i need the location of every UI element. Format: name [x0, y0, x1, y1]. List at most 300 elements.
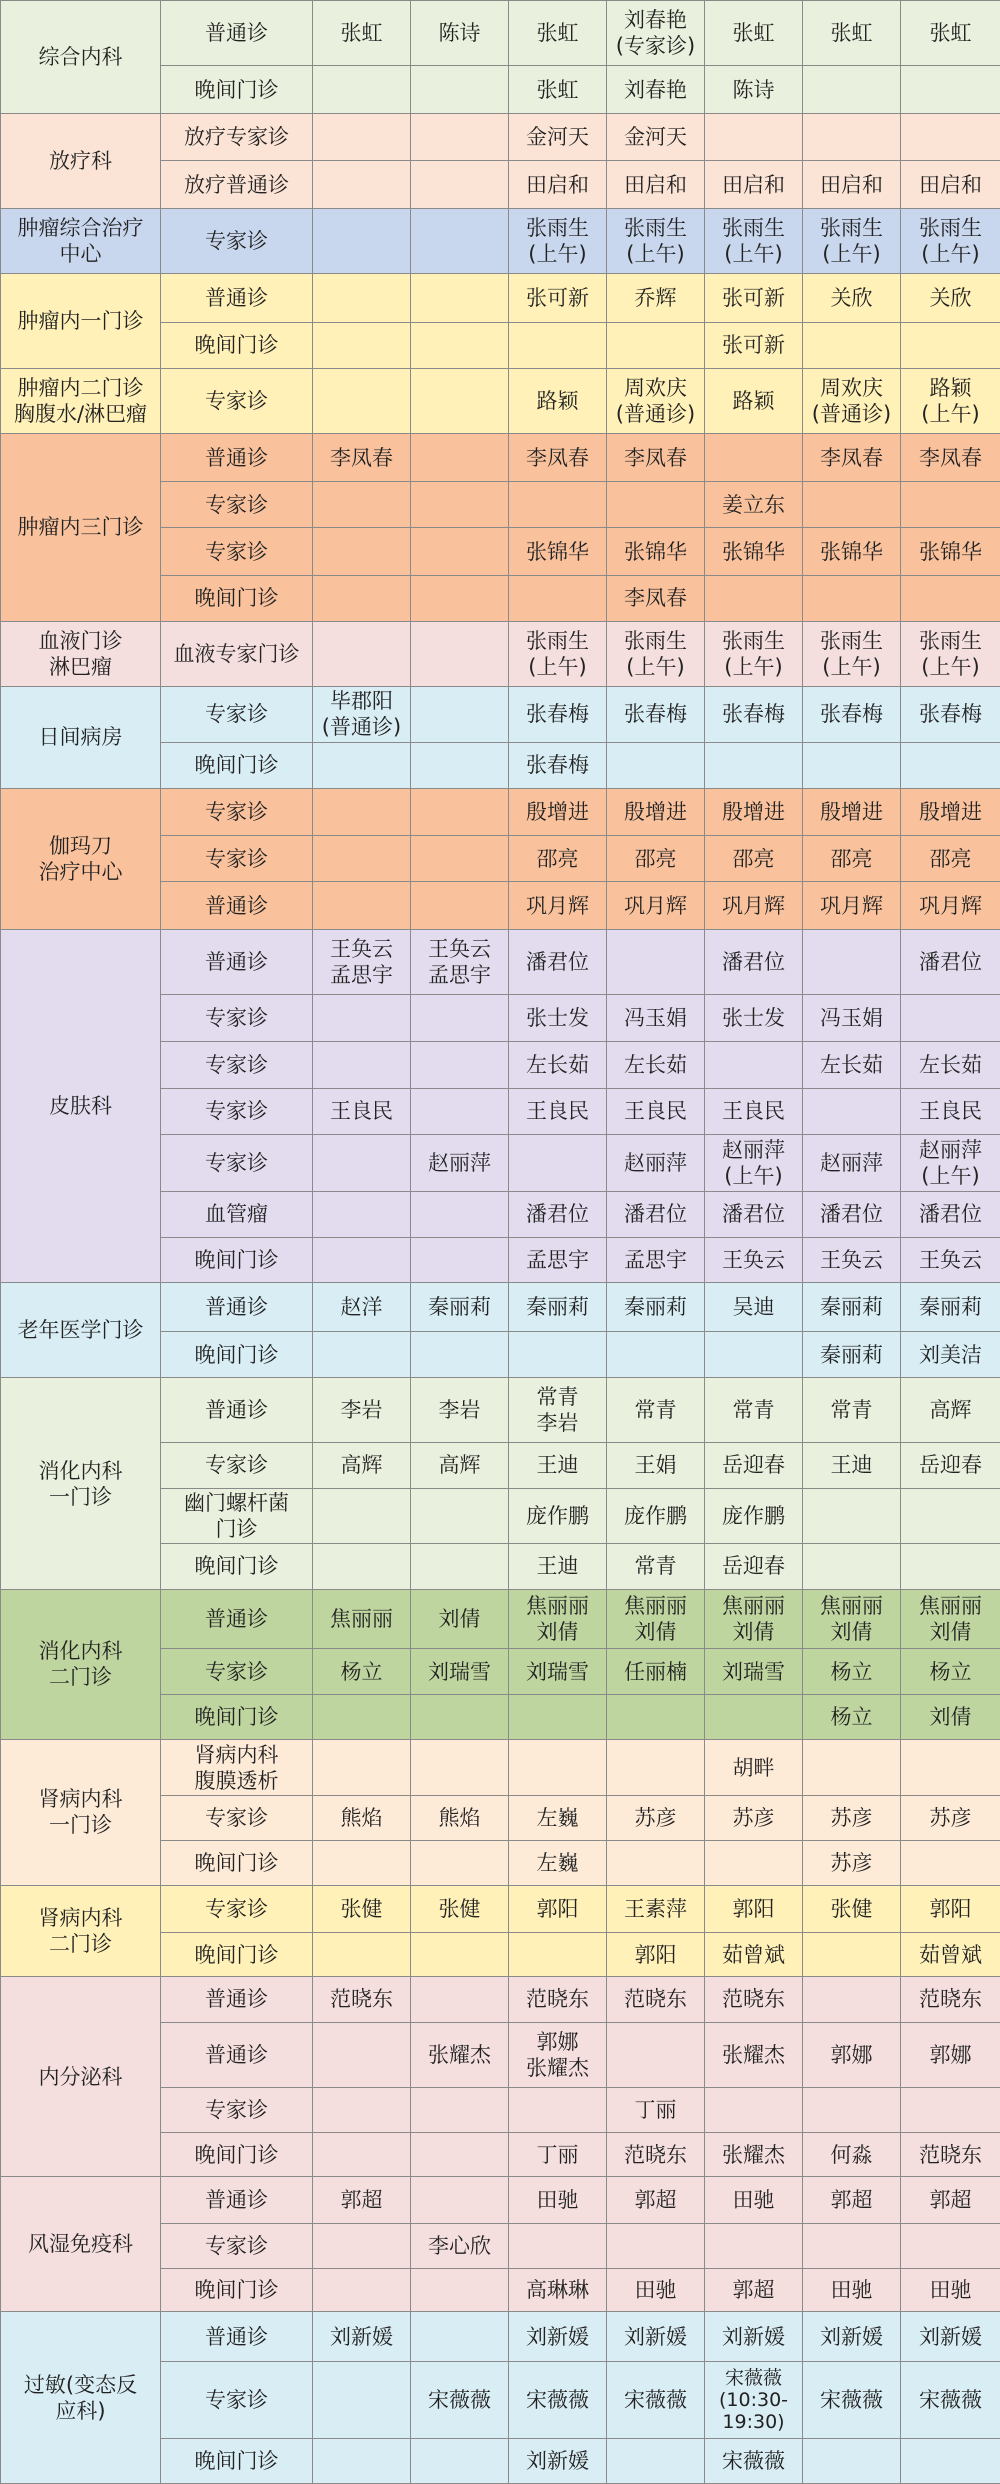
doctor-cell [313, 322, 411, 368]
doctor-cell [901, 1488, 1000, 1544]
doctor-cell: 李凤春 [803, 434, 901, 482]
doctor-cell: 刘新媛 [705, 2312, 803, 2361]
doctor-cell [411, 836, 509, 882]
doctor-cell: 焦丽丽 刘倩 [509, 1589, 607, 1649]
clinic-type: 晚间门诊 [161, 1544, 313, 1589]
doctor-cell: 孟思宇 [607, 1238, 705, 1283]
clinic-type: 专家诊 [161, 1042, 313, 1088]
doctor-cell: 潘君位 [901, 1191, 1000, 1237]
doctor-cell: 秦丽莉 [803, 1331, 901, 1377]
doctor-cell [803, 1488, 901, 1544]
clinic-type: 专家诊 [161, 2361, 313, 2438]
doctor-cell: 岳迎春 [901, 1443, 1000, 1488]
doctor-cell [411, 65, 509, 113]
doctor-cell: 郭阳 [509, 1885, 607, 1932]
doctor-cell: 苏彦 [803, 1841, 901, 1885]
doctor-cell: 孟思宇 [509, 1238, 607, 1283]
schedule-row [1, 1, 1000, 66]
doctor-cell: 范晓东 [901, 1977, 1000, 2022]
clinic-type: 专家诊 [161, 1795, 313, 1840]
doctor-cell [313, 1932, 411, 1976]
doctor-cell: 岳迎春 [705, 1443, 803, 1488]
doctor-cell [509, 2223, 607, 2268]
doctor-cell: 路颖 [509, 369, 607, 434]
clinic-type: 专家诊 [161, 2087, 313, 2132]
doctor-cell: 邵亮 [803, 836, 901, 882]
doctor-cell: 李凤春 [607, 576, 705, 621]
doctor-cell: 常青 [607, 1544, 705, 1589]
doctor-cell [411, 686, 509, 743]
doctor-cell: 秦丽莉 [411, 1283, 509, 1331]
doctor-cell: 田驰 [509, 2177, 607, 2223]
doctor-cell: 常青 [803, 1378, 901, 1443]
doctor-cell: 张虹 [705, 1, 803, 66]
department-name: 肿瘤内一门诊 [1, 274, 161, 369]
doctor-cell: 张虹 [803, 1, 901, 66]
doctor-cell: 焦丽丽 刘倩 [803, 1589, 901, 1649]
doctor-cell [705, 743, 803, 788]
doctor-cell [313, 2087, 411, 2132]
clinic-type: 晚间门诊 [161, 2132, 313, 2176]
doctor-cell: 郭阳 [607, 1932, 705, 1976]
doctor-cell: 张雨生 (上午) [509, 209, 607, 274]
department-name: 肿瘤综合治疗 中心 [1, 209, 161, 274]
doctor-cell: 巩月辉 [607, 882, 705, 929]
doctor-cell: 王奂云 [901, 1238, 1000, 1283]
doctor-cell: 岳迎春 [705, 1544, 803, 1589]
doctor-cell [313, 114, 411, 160]
doctor-cell: 刘倩 [901, 1694, 1000, 1739]
doctor-cell [607, 322, 705, 368]
doctor-cell [607, 2022, 705, 2087]
doctor-cell: 苏彦 [705, 1795, 803, 1840]
doctor-cell: 刘瑞雪 [411, 1649, 509, 1694]
doctor-cell [411, 2177, 509, 2223]
doctor-cell: 赵丽萍 [411, 1135, 509, 1192]
department-name: 肿瘤内三门诊 [1, 434, 161, 622]
doctor-cell: 刘新媛 [509, 2439, 607, 2484]
doctor-cell: 张健 [411, 1885, 509, 1932]
doctor-cell [509, 1331, 607, 1377]
doctor-cell: 庞作鹏 [607, 1488, 705, 1544]
doctor-cell [411, 576, 509, 621]
doctor-cell: 田启和 [705, 160, 803, 208]
doctor-cell [509, 322, 607, 368]
doctor-cell: 高辉 [313, 1443, 411, 1488]
doctor-cell: 乔辉 [607, 274, 705, 322]
doctor-cell [705, 2223, 803, 2268]
doctor-cell [411, 788, 509, 835]
doctor-cell [607, 1694, 705, 1739]
doctor-cell: 张春梅 [509, 686, 607, 743]
doctor-cell: 左长茹 [901, 1042, 1000, 1088]
doctor-cell [411, 743, 509, 788]
doctor-cell: 王迪 [509, 1443, 607, 1488]
doctor-cell [803, 1544, 901, 1589]
doctor-cell: 潘君位 [803, 1191, 901, 1237]
doctor-cell: 潘君位 [509, 929, 607, 994]
doctor-cell [607, 1331, 705, 1377]
schedule-row [1, 1378, 1000, 1443]
clinic-type: 专家诊 [161, 1885, 313, 1932]
doctor-cell [411, 1841, 509, 1885]
doctor-cell: 张虹 [313, 1, 411, 66]
doctor-cell: 焦丽丽 刘倩 [705, 1589, 803, 1649]
doctor-cell: 张雨生 (上午) [803, 209, 901, 274]
doctor-cell: 王良民 [509, 1088, 607, 1134]
doctor-cell: 杨立 [803, 1649, 901, 1694]
doctor-cell [803, 576, 901, 621]
doctor-cell [509, 1932, 607, 1976]
doctor-cell [313, 788, 411, 835]
doctor-cell: 李心欣 [411, 2223, 509, 2268]
doctor-cell: 常青 李岩 [509, 1378, 607, 1443]
doctor-cell [705, 1694, 803, 1739]
doctor-cell: 赵丽萍 (上午) [901, 1135, 1000, 1192]
doctor-cell: 张耀杰 [705, 2132, 803, 2176]
doctor-cell [313, 1841, 411, 1885]
doctor-cell [313, 1740, 411, 1796]
doctor-cell [803, 1977, 901, 2022]
doctor-cell: 范晓东 [313, 1977, 411, 2022]
doctor-cell [313, 2223, 411, 2268]
department-name: 老年医学门诊 [1, 1283, 161, 1378]
doctor-cell: 周欢庆 (普通诊) [607, 369, 705, 434]
doctor-cell: 张雨生 (上午) [607, 209, 705, 274]
department-name: 皮肤科 [1, 929, 161, 1283]
doctor-cell: 张雨生 (上午) [803, 621, 901, 686]
clinic-type: 肾病内科 腹膜透析 [161, 1740, 313, 1796]
doctor-cell: 赵丽萍 (上午) [705, 1135, 803, 1192]
doctor-cell [411, 160, 509, 208]
doctor-cell: 焦丽丽 刘倩 [901, 1589, 1000, 1649]
doctor-cell: 郭超 [901, 2177, 1000, 2223]
doctor-cell: 杨立 [313, 1649, 411, 1694]
doctor-cell [411, 1238, 509, 1283]
doctor-cell [411, 1042, 509, 1088]
doctor-cell: 路颖 [705, 369, 803, 434]
doctor-cell [411, 1694, 509, 1739]
doctor-cell [313, 1544, 411, 1589]
schedule-row [1, 1589, 1000, 1649]
doctor-cell [705, 434, 803, 482]
doctor-cell [411, 274, 509, 322]
doctor-cell: 宋薇薇 [705, 2439, 803, 2484]
department-name: 消化内科 二门诊 [1, 1589, 161, 1740]
doctor-cell: 胡畔 [705, 1740, 803, 1796]
doctor-cell [411, 2087, 509, 2132]
clinic-type: 晚间门诊 [161, 1841, 313, 1885]
clinic-type: 普通诊 [161, 2177, 313, 2223]
doctor-cell: 陈诗 [705, 65, 803, 113]
doctor-cell [411, 1932, 509, 1976]
doctor-cell [803, 1932, 901, 1976]
doctor-cell [509, 576, 607, 621]
doctor-cell: 庞作鹏 [705, 1488, 803, 1544]
doctor-cell [313, 621, 411, 686]
doctor-cell: 王良民 [901, 1088, 1000, 1134]
doctor-cell: 范晓东 [901, 2132, 1000, 2176]
clinic-type: 专家诊 [161, 994, 313, 1041]
doctor-cell: 李凤春 [607, 434, 705, 482]
doctor-cell: 张健 [803, 1885, 901, 1932]
clinic-type: 专家诊 [161, 788, 313, 835]
doctor-cell: 焦丽丽 [313, 1589, 411, 1649]
doctor-cell: 刘春艳 [607, 65, 705, 113]
doctor-cell: 杨立 [901, 1649, 1000, 1694]
doctor-cell: 刘新媛 [313, 2312, 411, 2361]
doctor-cell [509, 1694, 607, 1739]
doctor-cell [313, 1191, 411, 1237]
doctor-cell: 张雨生 (上午) [705, 209, 803, 274]
doctor-cell [901, 994, 1000, 1041]
doctor-cell: 苏彦 [803, 1795, 901, 1840]
doctor-cell: 苏彦 [607, 1795, 705, 1840]
doctor-cell: 王奂云 孟思宇 [313, 929, 411, 994]
schedule-row [1, 434, 1000, 482]
doctor-cell: 殷增进 [607, 788, 705, 835]
doctor-cell: 陈诗 [411, 1, 509, 66]
clinic-type: 专家诊 [161, 836, 313, 882]
doctor-cell: 潘君位 [509, 1191, 607, 1237]
doctor-cell: 张锦华 [803, 527, 901, 575]
doctor-cell: 关欣 [803, 274, 901, 322]
department-name: 肾病内科 一门诊 [1, 1740, 161, 1885]
doctor-cell [313, 2361, 411, 2438]
doctor-cell: 李凤春 [901, 434, 1000, 482]
schedule-row [1, 209, 1000, 274]
doctor-cell: 刘美洁 [901, 1331, 1000, 1377]
doctor-cell: 潘君位 [705, 1191, 803, 1237]
doctor-cell [313, 2022, 411, 2087]
doctor-cell: 刘新媛 [901, 2312, 1000, 2361]
doctor-cell [901, 576, 1000, 621]
doctor-cell: 宋薇薇 (10:30- 19:30) [705, 2361, 803, 2438]
doctor-cell [901, 2087, 1000, 2132]
doctor-cell: 秦丽莉 [803, 1283, 901, 1331]
doctor-cell [607, 1740, 705, 1796]
doctor-cell [411, 1544, 509, 1589]
doctor-cell: 张耀杰 [705, 2022, 803, 2087]
doctor-cell: 田启和 [607, 160, 705, 208]
doctor-cell: 李岩 [411, 1378, 509, 1443]
doctor-cell: 左长茹 [607, 1042, 705, 1088]
doctor-cell [313, 65, 411, 113]
doctor-cell: 王良民 [607, 1088, 705, 1134]
doctor-cell: 郭超 [607, 2177, 705, 2223]
doctor-cell: 范晓东 [607, 1977, 705, 2022]
doctor-cell: 邵亮 [509, 836, 607, 882]
doctor-cell: 王奂云 [803, 1238, 901, 1283]
doctor-cell: 刘新媛 [803, 2312, 901, 2361]
doctor-cell [411, 1331, 509, 1377]
doctor-cell [411, 1088, 509, 1134]
doctor-cell: 郭超 [313, 2177, 411, 2223]
department-name: 综合内科 [1, 1, 161, 114]
doctor-cell [411, 2312, 509, 2361]
doctor-cell [803, 65, 901, 113]
doctor-cell: 金河天 [607, 114, 705, 160]
doctor-cell: 秦丽莉 [509, 1283, 607, 1331]
doctor-cell [901, 114, 1000, 160]
doctor-cell [901, 482, 1000, 527]
doctor-cell: 刘新媛 [607, 2312, 705, 2361]
doctor-cell [313, 743, 411, 788]
doctor-cell [607, 2439, 705, 2484]
doctor-cell [607, 482, 705, 527]
doctor-cell: 张虹 [509, 1, 607, 66]
clinic-type: 普通诊 [161, 274, 313, 322]
doctor-cell [803, 114, 901, 160]
clinic-type: 晚间门诊 [161, 2439, 313, 2484]
doctor-cell: 张虹 [509, 65, 607, 113]
clinic-type: 专家诊 [161, 686, 313, 743]
doctor-cell [313, 1238, 411, 1283]
doctor-cell: 田启和 [509, 160, 607, 208]
doctor-cell: 潘君位 [607, 1191, 705, 1237]
schedule-row [1, 369, 1000, 434]
doctor-cell: 田启和 [901, 160, 1000, 208]
schedule-row [1, 2177, 1000, 2223]
schedule-row [1, 621, 1000, 686]
clinic-type: 专家诊 [161, 1649, 313, 1694]
doctor-cell [901, 322, 1000, 368]
doctor-cell: 王良民 [313, 1088, 411, 1134]
doctor-cell: 秦丽莉 [607, 1283, 705, 1331]
clinic-type: 晚间门诊 [161, 2269, 313, 2312]
doctor-cell: 田驰 [705, 2177, 803, 2223]
doctor-cell: 王娟 [607, 1443, 705, 1488]
doctor-cell [803, 743, 901, 788]
clinic-type: 普通诊 [161, 1589, 313, 1649]
doctor-cell: 刘新媛 [509, 2312, 607, 2361]
doctor-cell: 张雨生 (上午) [705, 621, 803, 686]
doctor-cell [411, 114, 509, 160]
doctor-cell: 张雨生 (上午) [509, 621, 607, 686]
doctor-cell [803, 1088, 901, 1134]
doctor-cell [901, 1740, 1000, 1796]
doctor-cell [607, 743, 705, 788]
clinic-type: 晚间门诊 [161, 65, 313, 113]
doctor-cell: 冯玉娟 [607, 994, 705, 1041]
doctor-cell: 张健 [313, 1885, 411, 1932]
doctor-cell: 冯玉娟 [803, 994, 901, 1041]
doctor-cell: 宋薇薇 [411, 2361, 509, 2438]
doctor-cell [411, 322, 509, 368]
doctor-cell [313, 1488, 411, 1544]
doctor-cell [705, 1042, 803, 1088]
doctor-cell [411, 1488, 509, 1544]
doctor-cell: 范晓东 [509, 1977, 607, 2022]
doctor-cell: 吴迪 [705, 1283, 803, 1331]
clinic-type: 血液专家门诊 [161, 621, 313, 686]
doctor-cell: 殷增进 [705, 788, 803, 835]
doctor-cell: 刘春艳 (专家诊) [607, 1, 705, 66]
clinic-type: 专家诊 [161, 1088, 313, 1134]
doctor-cell: 宋薇薇 [509, 2361, 607, 2438]
doctor-cell: 张耀杰 [411, 2022, 509, 2087]
doctor-cell: 邵亮 [607, 836, 705, 882]
doctor-cell [901, 2439, 1000, 2484]
doctor-cell: 范晓东 [607, 2132, 705, 2176]
doctor-cell [313, 482, 411, 527]
doctor-cell: 常青 [607, 1378, 705, 1443]
doctor-cell: 王良民 [705, 1088, 803, 1134]
doctor-cell: 熊焰 [411, 1795, 509, 1840]
doctor-cell: 焦丽丽 刘倩 [607, 1589, 705, 1649]
schedule-row [1, 788, 1000, 835]
doctor-cell: 赵洋 [313, 1283, 411, 1331]
department-name: 放疗科 [1, 114, 161, 209]
doctor-cell [313, 1694, 411, 1739]
doctor-cell: 王迪 [803, 1443, 901, 1488]
doctor-cell [313, 2132, 411, 2176]
doctor-cell: 邵亮 [901, 836, 1000, 882]
doctor-cell: 李凤春 [509, 434, 607, 482]
department-name: 肾病内科 二门诊 [1, 1885, 161, 1977]
doctor-cell: 郭娜 [901, 2022, 1000, 2087]
doctor-cell: 周欢庆 (普通诊) [803, 369, 901, 434]
doctor-cell [803, 2223, 901, 2268]
doctor-cell [509, 1135, 607, 1192]
doctor-cell: 宋薇薇 [607, 2361, 705, 2438]
doctor-cell [411, 2439, 509, 2484]
doctor-cell: 潘君位 [901, 929, 1000, 994]
doctor-cell: 巩月辉 [901, 882, 1000, 929]
clinic-type: 普通诊 [161, 2022, 313, 2087]
doctor-cell: 茹曾斌 [705, 1932, 803, 1976]
clinic-type: 专家诊 [161, 2223, 313, 2268]
doctor-cell: 左巍 [509, 1795, 607, 1840]
clinic-type: 普通诊 [161, 1283, 313, 1331]
doctor-cell [607, 2223, 705, 2268]
doctor-cell: 殷增进 [509, 788, 607, 835]
schedule-row [1, 274, 1000, 322]
doctor-cell [411, 1191, 509, 1237]
doctor-cell: 李凤春 [313, 434, 411, 482]
doctor-cell: 高辉 [901, 1378, 1000, 1443]
doctor-cell [705, 1331, 803, 1377]
doctor-cell: 张锦华 [705, 527, 803, 575]
doctor-cell [313, 1331, 411, 1377]
doctor-cell: 郭娜 张耀杰 [509, 2022, 607, 2087]
doctor-cell: 张锦华 [607, 527, 705, 575]
doctor-cell [411, 2269, 509, 2312]
doctor-cell [901, 1544, 1000, 1589]
clinic-type: 晚间门诊 [161, 1694, 313, 1739]
doctor-cell [313, 576, 411, 621]
clinic-type: 晚间门诊 [161, 1238, 313, 1283]
clinic-type: 幽门螺杆菌 门诊 [161, 1488, 313, 1544]
doctor-cell: 郭阳 [705, 1885, 803, 1932]
clinic-type: 放疗普通诊 [161, 160, 313, 208]
doctor-cell: 张士发 [705, 994, 803, 1041]
doctor-cell: 郭阳 [901, 1885, 1000, 1932]
doctor-cell: 刘瑞雪 [509, 1649, 607, 1694]
department-name: 伽玛刀 治疗中心 [1, 788, 161, 929]
doctor-cell: 何淼 [803, 2132, 901, 2176]
doctor-cell: 刘倩 [411, 1589, 509, 1649]
doctor-cell [803, 929, 901, 994]
doctor-cell: 张春梅 [607, 686, 705, 743]
doctor-cell: 张可新 [705, 322, 803, 368]
clinic-type: 晚间门诊 [161, 576, 313, 621]
doctor-cell [901, 2223, 1000, 2268]
doctor-cell [313, 2269, 411, 2312]
doctor-cell: 郭娜 [803, 2022, 901, 2087]
doctor-cell [313, 836, 411, 882]
doctor-cell [607, 1841, 705, 1885]
